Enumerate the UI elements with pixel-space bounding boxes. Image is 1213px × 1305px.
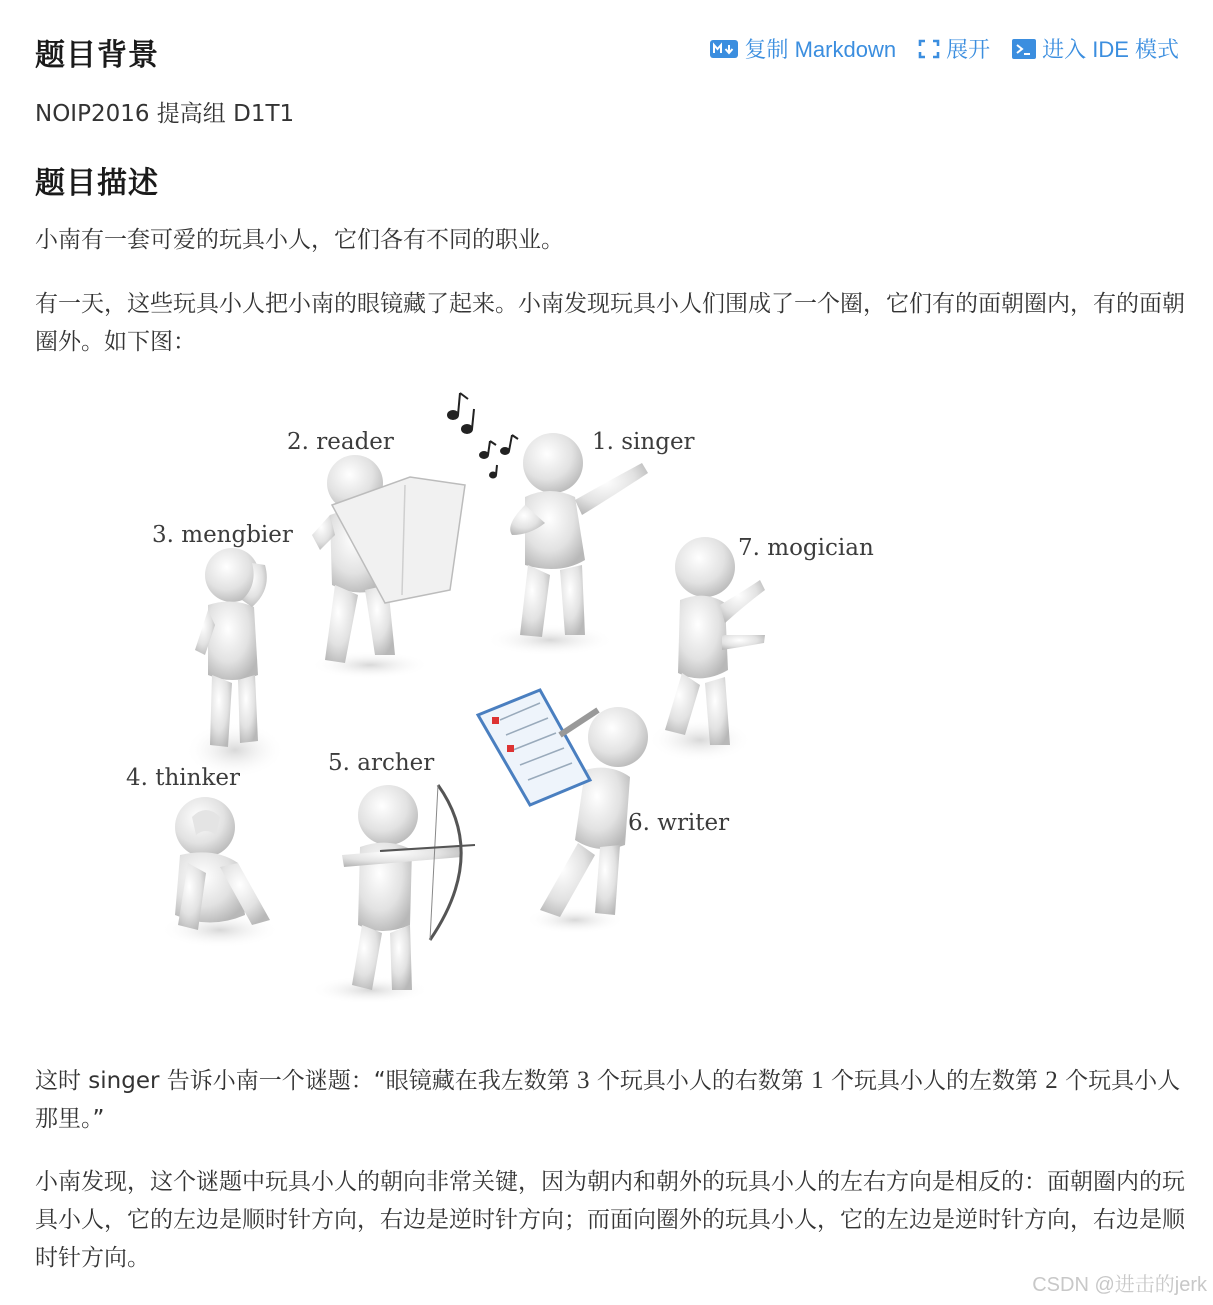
music-notes-icon xyxy=(448,393,518,478)
label-singer: 1. singer xyxy=(592,429,695,455)
problem-toolbar xyxy=(688,33,1179,64)
singer-figure xyxy=(485,433,648,656)
copy-markdown-label: 复制 Markdown xyxy=(744,37,897,62)
label-mengbier: 3. mengbier xyxy=(152,522,293,548)
thinker-figure xyxy=(160,797,280,948)
csdn-watermark: CSDN @进击的jerk xyxy=(1032,1274,1207,1296)
mengbier-figure xyxy=(185,548,285,778)
expand-icon xyxy=(918,39,940,59)
description-paragraph-3 xyxy=(35,1062,1185,1138)
label-archer: 5. archer xyxy=(328,750,435,776)
riddle-text-d: 个玩具小人那里。” xyxy=(35,1068,1181,1132)
copy-markdown-button[interactable] xyxy=(710,33,896,64)
ide-mode-label: 进入 IDE 模式 xyxy=(1042,37,1179,62)
expand-label: 展开 xyxy=(946,37,991,62)
description-paragraph-2: 有一天，这些玩具小人把小南的眼镜藏了起来。小南发现玩具小人们围成了一个圈，它们有的面朝圈内，有的面朝圈外。如下图： xyxy=(35,291,1185,355)
mogician-figure xyxy=(648,537,765,762)
riddle-text-c: 个玩具小人的左数第 xyxy=(823,1068,1046,1094)
label-mogician: 7. mogician xyxy=(738,535,874,561)
riddle-number-3: 2 xyxy=(1045,1067,1058,1094)
background-text: NOIP2016 提高组 D1T1 xyxy=(35,101,295,127)
label-writer: 6. writer xyxy=(628,810,730,836)
background-heading: 题目背景 xyxy=(35,38,159,73)
markdown-icon xyxy=(710,40,738,58)
description-paragraph-1: 小南有一套可爱的玩具小人，它们各有不同的职业。 xyxy=(35,227,564,253)
riddle-text-b: 个玩具小人的右数第 xyxy=(589,1068,812,1094)
riddle-text-a: 这时 singer 告诉小南一个谜题：“眼镜藏在我左数第 xyxy=(35,1068,578,1094)
riddle-number-2: 1 xyxy=(811,1067,824,1094)
label-reader: 2. reader xyxy=(287,429,394,455)
description-paragraph-4: 小南发现，这个谜题中玩具小人的朝向非常关键，因为朝内和朝外的玩具小人的左右方向是相反的：面朝圈内的玩具小人，它的左边是顺时针方向，右边是逆时针方向；而面向圈外的玩具小人，它的左边是逆时针方向，右边是顺时针方向。 xyxy=(35,1169,1185,1271)
label-thinker: 4. thinker xyxy=(126,765,241,791)
description-heading: 题目描述 xyxy=(35,166,159,201)
toy-circle-figure xyxy=(120,385,900,1020)
riddle-number-1: 3 xyxy=(577,1067,590,1094)
ide-mode-button[interactable] xyxy=(1012,33,1179,64)
archer-figure xyxy=(310,785,475,1004)
writer-figure xyxy=(478,690,648,934)
terminal-icon xyxy=(1012,39,1036,59)
reader-figure xyxy=(310,455,465,679)
expand-button[interactable] xyxy=(918,33,990,64)
